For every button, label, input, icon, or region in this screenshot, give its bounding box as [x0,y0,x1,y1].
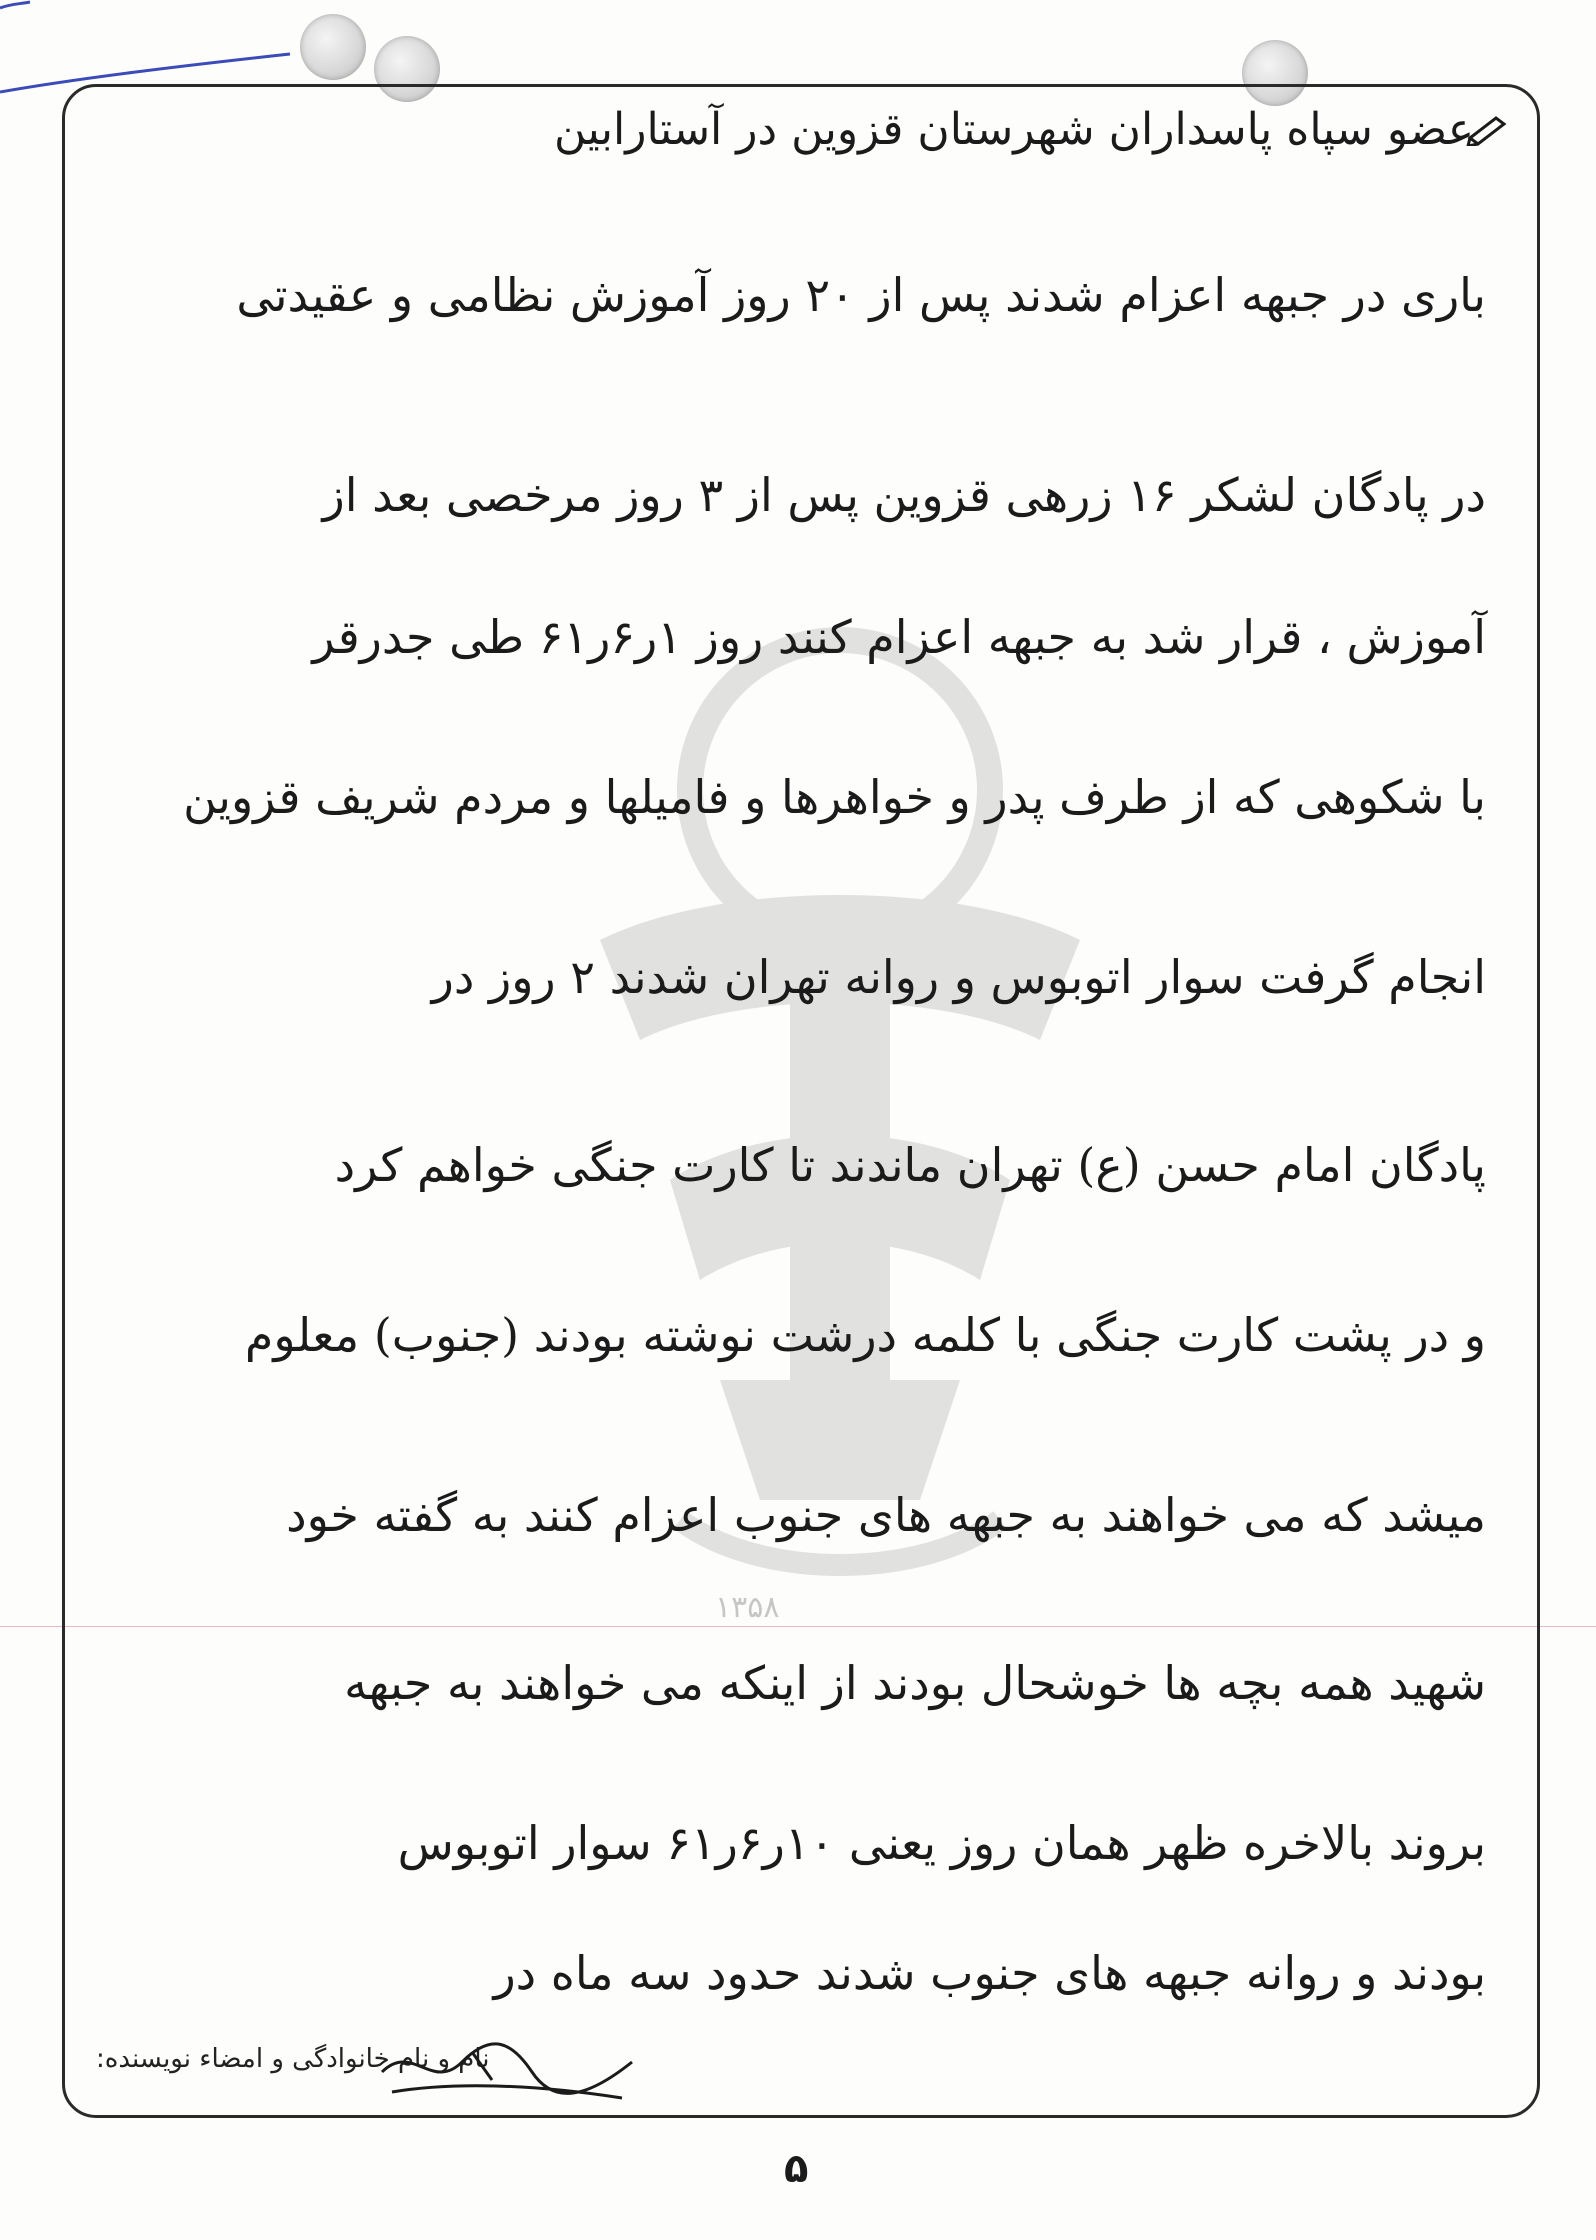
text-line-11: بروند بالاخره ظهر همان روز یعنی ۱۰ر۶ر۶۱ سوار اتوبوس [397,1816,1486,1870]
author-signature-label: نام و نام خانوادگی و امضاء نویسنده: [96,2044,490,2074]
text-line-5: با شکوهی که از طرف پدر و خواهرها و فامیلها و مردم شریف قزوین [183,770,1486,824]
text-line-10: شهید همه بچه ها خوشحال بودند از اینکه می خواهند به جبهه [344,1656,1486,1710]
text-line-2: باری در جبهه اعزام شدند پس از ۲۰ روز آموزش نظامی و عقیدتی [236,268,1486,322]
text-line-3: در پادگان لشکر ۱۶ زرهی قزوین پس از ۳ روز مرخصی بعد از [322,468,1486,522]
text-line-7: پادگان امام حسن (ع) تهران ماندند تا کارت جنگی خواهم کرد [334,1138,1486,1192]
watermark-year: ۱۳۵۸ [715,1590,780,1625]
page-number: ۵ [784,2146,809,2192]
text-line-6: انجام گرفت سوار اتوبوس و روانه تهران شدند ۲ روز در [431,950,1486,1004]
author-signature [372,2032,642,2112]
punch-hole-left [300,14,366,80]
text-line-9: میشد که می خواهند به جبهه های جنوب اعزام کنند به گفته خود [286,1488,1486,1542]
text-line-4: آموزش ، قرار شد به جبهه اعزام کنند روز ۱ر۶ر۶۱ طی جدرقر [312,610,1486,664]
text-line-1: عضو سپاه پاسداران شهرستان قزوین در آستارابین [554,104,1474,155]
page-border-frame [62,84,1540,2118]
text-line-8: و در پشت کارت جنگی با کلمه درشت نوشته بودند (جنوب) معلوم [244,1308,1486,1362]
text-line-12: بودند و روانه جبهه های جنوب شدند حدود سه ماه در [493,1946,1486,2000]
